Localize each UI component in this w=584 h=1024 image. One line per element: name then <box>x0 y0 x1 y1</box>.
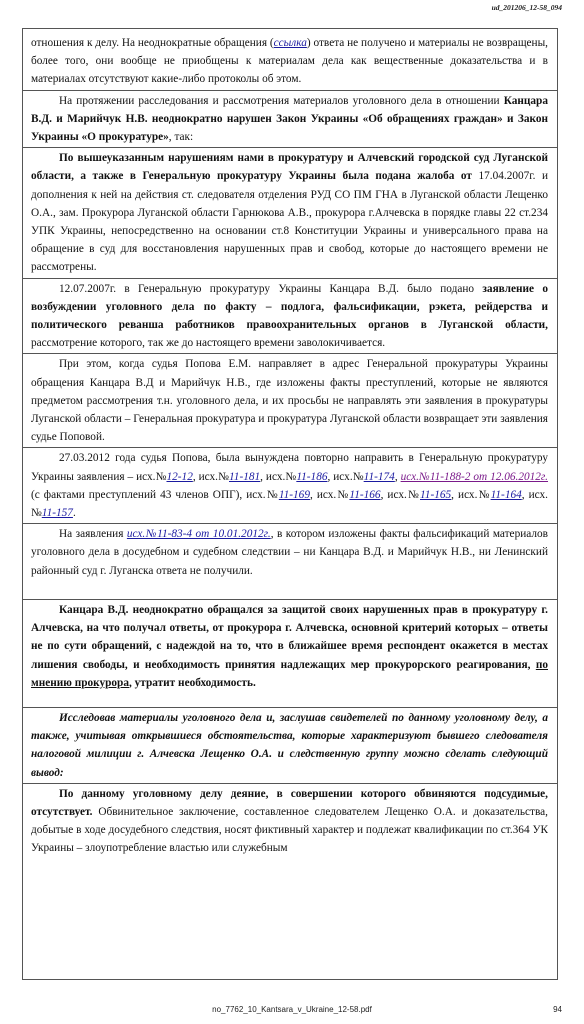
document-link[interactable]: 12-12 <box>166 470 193 483</box>
document-link[interactable]: 11-186 <box>296 470 328 483</box>
divider <box>22 599 557 600</box>
page-number: 94 <box>553 1005 562 1014</box>
paragraph-4: 12.07.2007г. в Генеральную прокуратуру Украины Канцара В.Д. было подано заявление о возбуждении уголовного дела по факту – подлога, фальсификации, рэкета, рейдерства и политического реванша работников правоохранительных органов в Луганской области, рассмотрение которого, так же до настоящего времени заволокичивается. <box>31 282 548 350</box>
reference-link[interactable]: ссылка <box>273 37 307 49</box>
footer-filename: no_7762_10_Kantsara_v_Ukraine_12-58.pdf <box>212 1005 372 1014</box>
divider <box>22 707 557 708</box>
paragraph-10: По данному уголовному делу деяние, в совершении которого обвиняются подсудимые, отсутствует. Обвинительное заключение, составленное следователем Лещенко О.А. и доказательства, добытые в ходе досудебного следствия, носят фиктивный характер и подлежат квалификации по ст.364 УК Украины – злоупотребление властью или служебным <box>31 787 548 855</box>
paragraph-1: отношения к делу. На неоднократные обращения (ссылка) ответа не получено и материалы не возвращены, более того, они вообще не приобщены к материалам дела как вещественные доказательства и в материалах отсутствуют какие-либо протоколы об этом. <box>31 37 548 86</box>
paragraph-9: Исследовав материалы уголовного дела и, заслушав свидетелей по данному уголовному делу, а также, учитывая открывшиеся обстоятельства, которые характеризуют бывшего следователя налоговой милиции г. Алчевска Лещенко О.А. и следственную группу можно сделать следующий вывод: <box>31 711 548 779</box>
document-stamp: ud_201206_12-58_094 <box>491 3 562 12</box>
divider <box>22 278 557 279</box>
document-link[interactable]: 11-157 <box>41 507 73 520</box>
paragraph-6: 27.03.2012 года судья Попова, была вынуждена повторно направить в Генеральную прокуратуру Украины заявления – исх.№12-12, исх.№11-181, исх.№11-186, исх.№11-174, исх.№11-188-2 от 12.06.2012г. (с фактами преступлений 43 членов ОПГ), исх.№11-169, исх.№11-166, исх.№11-165, исх.№11-164, исх.№11-157. <box>31 452 549 520</box>
paragraph-2: На протяжении расследования и рассмотрения материалов уголовного дела в отношении Канцара В.Д. и Марийчук Н.В. неоднократно нарушен Закон Украины «Об обращениях граждан» и Закон Украины «О прокуратуре», так: <box>31 94 548 144</box>
divider <box>22 90 557 91</box>
document-body <box>31 34 548 858</box>
document-link[interactable]: исх.№11-83-4 от 10.01.2012г. <box>126 528 271 541</box>
document-link[interactable]: 11-164 <box>490 488 522 501</box>
divider <box>22 783 557 784</box>
document-link[interactable]: исх.№11-188-2 от 12.06.2012г. <box>400 470 549 483</box>
document-link[interactable]: 11-166 <box>349 488 381 501</box>
paragraph-8: Канцара В.Д. неоднократно обращался за защитой своих нарушенных прав в прокуратуру г. Алчевска, на что получал ответы, от прокурора г. Алчевска, основной критерий которых – ответы не по сути обращений, с надеждой на то, что в ближайшее время респондент окажется в местах лишения свободы, и необходимость принятия надлежащих мер прокурорского реагирования, по мнению прокурора, утратит необходимость. <box>31 603 548 689</box>
document-link[interactable]: 11-174 <box>363 470 395 483</box>
paragraph-5: При этом, когда судья Попова Е.М. направляет в адрес Генеральной прокуратуры Украины обращения Канцара В.Д и Марийчук Н.В., где изложены факты преступлений, которые не являются предметом рассмотрения т.н. уголовного дела, и их просьбы не направлять эти заявления в прокуратуры Луганской области – Генеральная прокуратура и прокуратура Луганской области возвращает эти заявления судье Поповой. <box>31 358 548 444</box>
divider <box>22 447 557 448</box>
paragraph-3: По вышеуказанным нарушениям нами в прокуратуру и Алчевский городской суд Луганской области, а также в Генеральную прокуратуру Украины была подана жалоба от 17.04.2007г. и дополнения к ней на действия ст. следователя отделения РУД СО ПМ ГНА в Луганской области Лещенко О.А., зам. Прокурора Луганской области Гарнюкова А.В., прокурора г.Алчевска в порядке главы 22 ст.234 УПК Украины, непосредственно на основании ст.8 Конституции Украины и универсального права на обращение в суд для восстановления нарушенных прав и свобод, которые до настоящего времени не рассмотрены. <box>31 152 548 274</box>
document-link[interactable]: 11-165 <box>420 488 452 501</box>
document-link[interactable]: 11-181 <box>229 470 261 483</box>
divider <box>22 353 557 354</box>
divider <box>22 523 557 524</box>
paragraph-7: На заявления исх.№11-83-4 от 10.01.2012г., в котором изложены факты фальсификаций материалов уголовного дела в досудебном и судебном следствии – ни Канцара В.Д. и Марийчук Н.В., ни Ленинский районный суд г. Луганска ответа не получили. <box>31 528 548 577</box>
divider <box>22 147 557 148</box>
document-link[interactable]: 11-169 <box>278 488 310 501</box>
